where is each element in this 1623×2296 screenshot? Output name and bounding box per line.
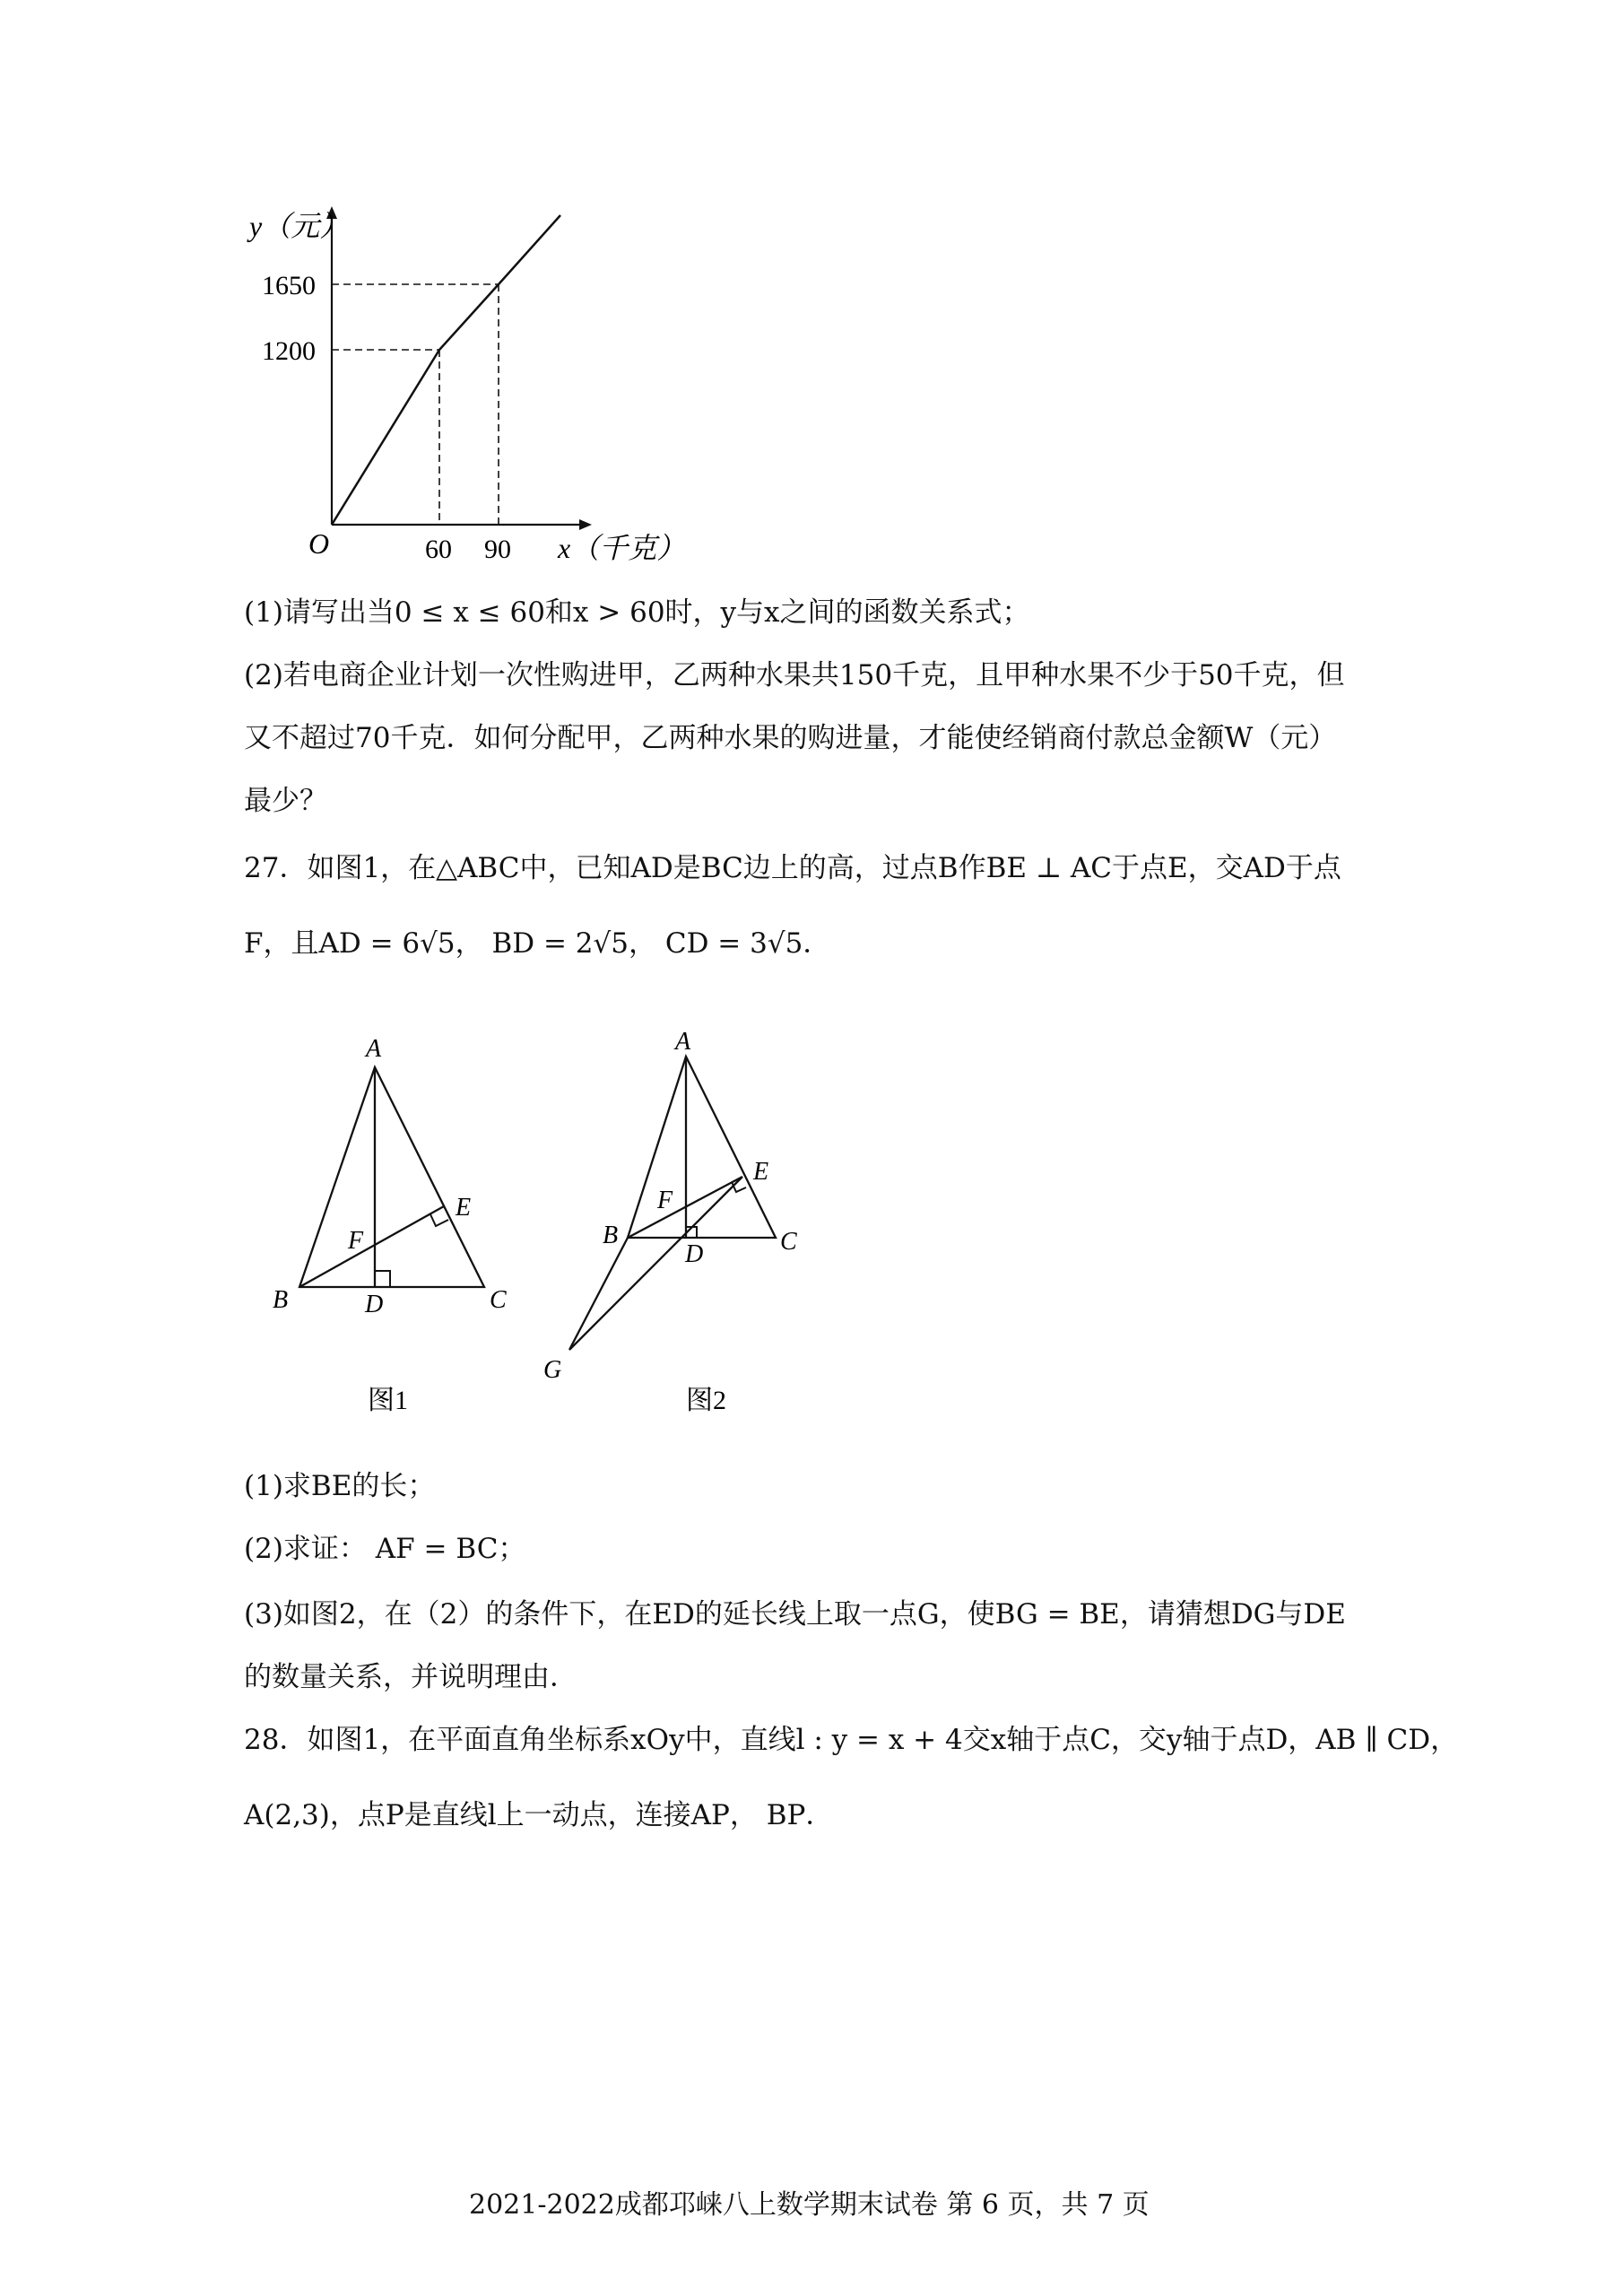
page-footer: 2021-2022成都邛崃八上数学期末试卷 第 6 页，共 7 页 [469,2189,1150,2221]
x-tick-90: 90 [484,535,511,564]
fig2-label-e: E [753,1158,769,1186]
fig2-label-g: G [543,1356,562,1384]
fig2-label-d: D [685,1240,704,1268]
fig1-label-e: E [456,1194,472,1222]
fig1-label-b: B [273,1286,289,1314]
fig2-label-b: B [603,1222,619,1249]
q27-part2: (2)求证： AF = BC； [244,1533,526,1565]
q26-part2-line1: (2)若电商企业计划一次性购进甲，乙两种水果共150千克，且甲种水果不少于50千克，但 [244,659,1345,691]
fig1-label-f: F [348,1227,364,1255]
q27-line2: F，且AD = 6√5， BD = 2√5， CD = 3√5． [244,927,831,960]
fig2-label-a: A [675,1028,691,1056]
q27-line1: 27．如图1，在△ABC中，已知AD是BC边上的高，过点B作BE ⊥ AC于点E，交AD于点 [244,852,1341,884]
q28-line2: A(2,3)，点P是直线l上一动点，连接AP， BP． [244,1799,834,1831]
fig2-caption: 图2 [686,1386,726,1415]
y-axis-label: y（元） [249,210,349,242]
x-tick-60: 60 [425,535,452,564]
origin-label: O [308,527,330,560]
fig1-label-a: A [366,1035,382,1063]
q26-part1: (1)请写出当0 ≤ x ≤ 60和x > 60时，y与x之间的函数关系式； [244,596,1030,629]
q27-part3-line2: 的数量关系，并说明理由． [244,1661,577,1693]
fig2-label-c: C [780,1228,797,1256]
figure-1 [260,1027,538,1422]
function-line [332,215,560,525]
figure-2 [538,1022,825,1422]
q27-part1: (1)求BE的长； [244,1470,436,1502]
y-tick-1650: 1650 [262,271,316,300]
fig2-label-f: F [657,1187,673,1214]
fig1-label-d: D [365,1291,384,1318]
q26-part2-line2: 又不超过70千克．如何分配甲，乙两种水果的购进量，才能使经销商付款总金额W（元） [244,722,1337,754]
y-tick-1200: 1200 [262,336,316,366]
fig1-label-c: C [490,1286,507,1314]
x-axis-label: x（千克） [558,532,686,564]
fig1-caption: 图1 [368,1386,408,1415]
q27-part3-line1: (3)如图2，在（2）的条件下，在ED的延长线上取一点G，使BG = BE，请猜想DG与DE [244,1598,1346,1631]
function-graph [233,202,699,578]
q28-line1: 28．如图1，在平面直角坐标系xOy中，直线l : y = x + 4交x轴于点C，交y轴于点D，AB ∥ CD， [244,1724,1459,1756]
q26-part2-line3: 最少？ [244,785,327,817]
